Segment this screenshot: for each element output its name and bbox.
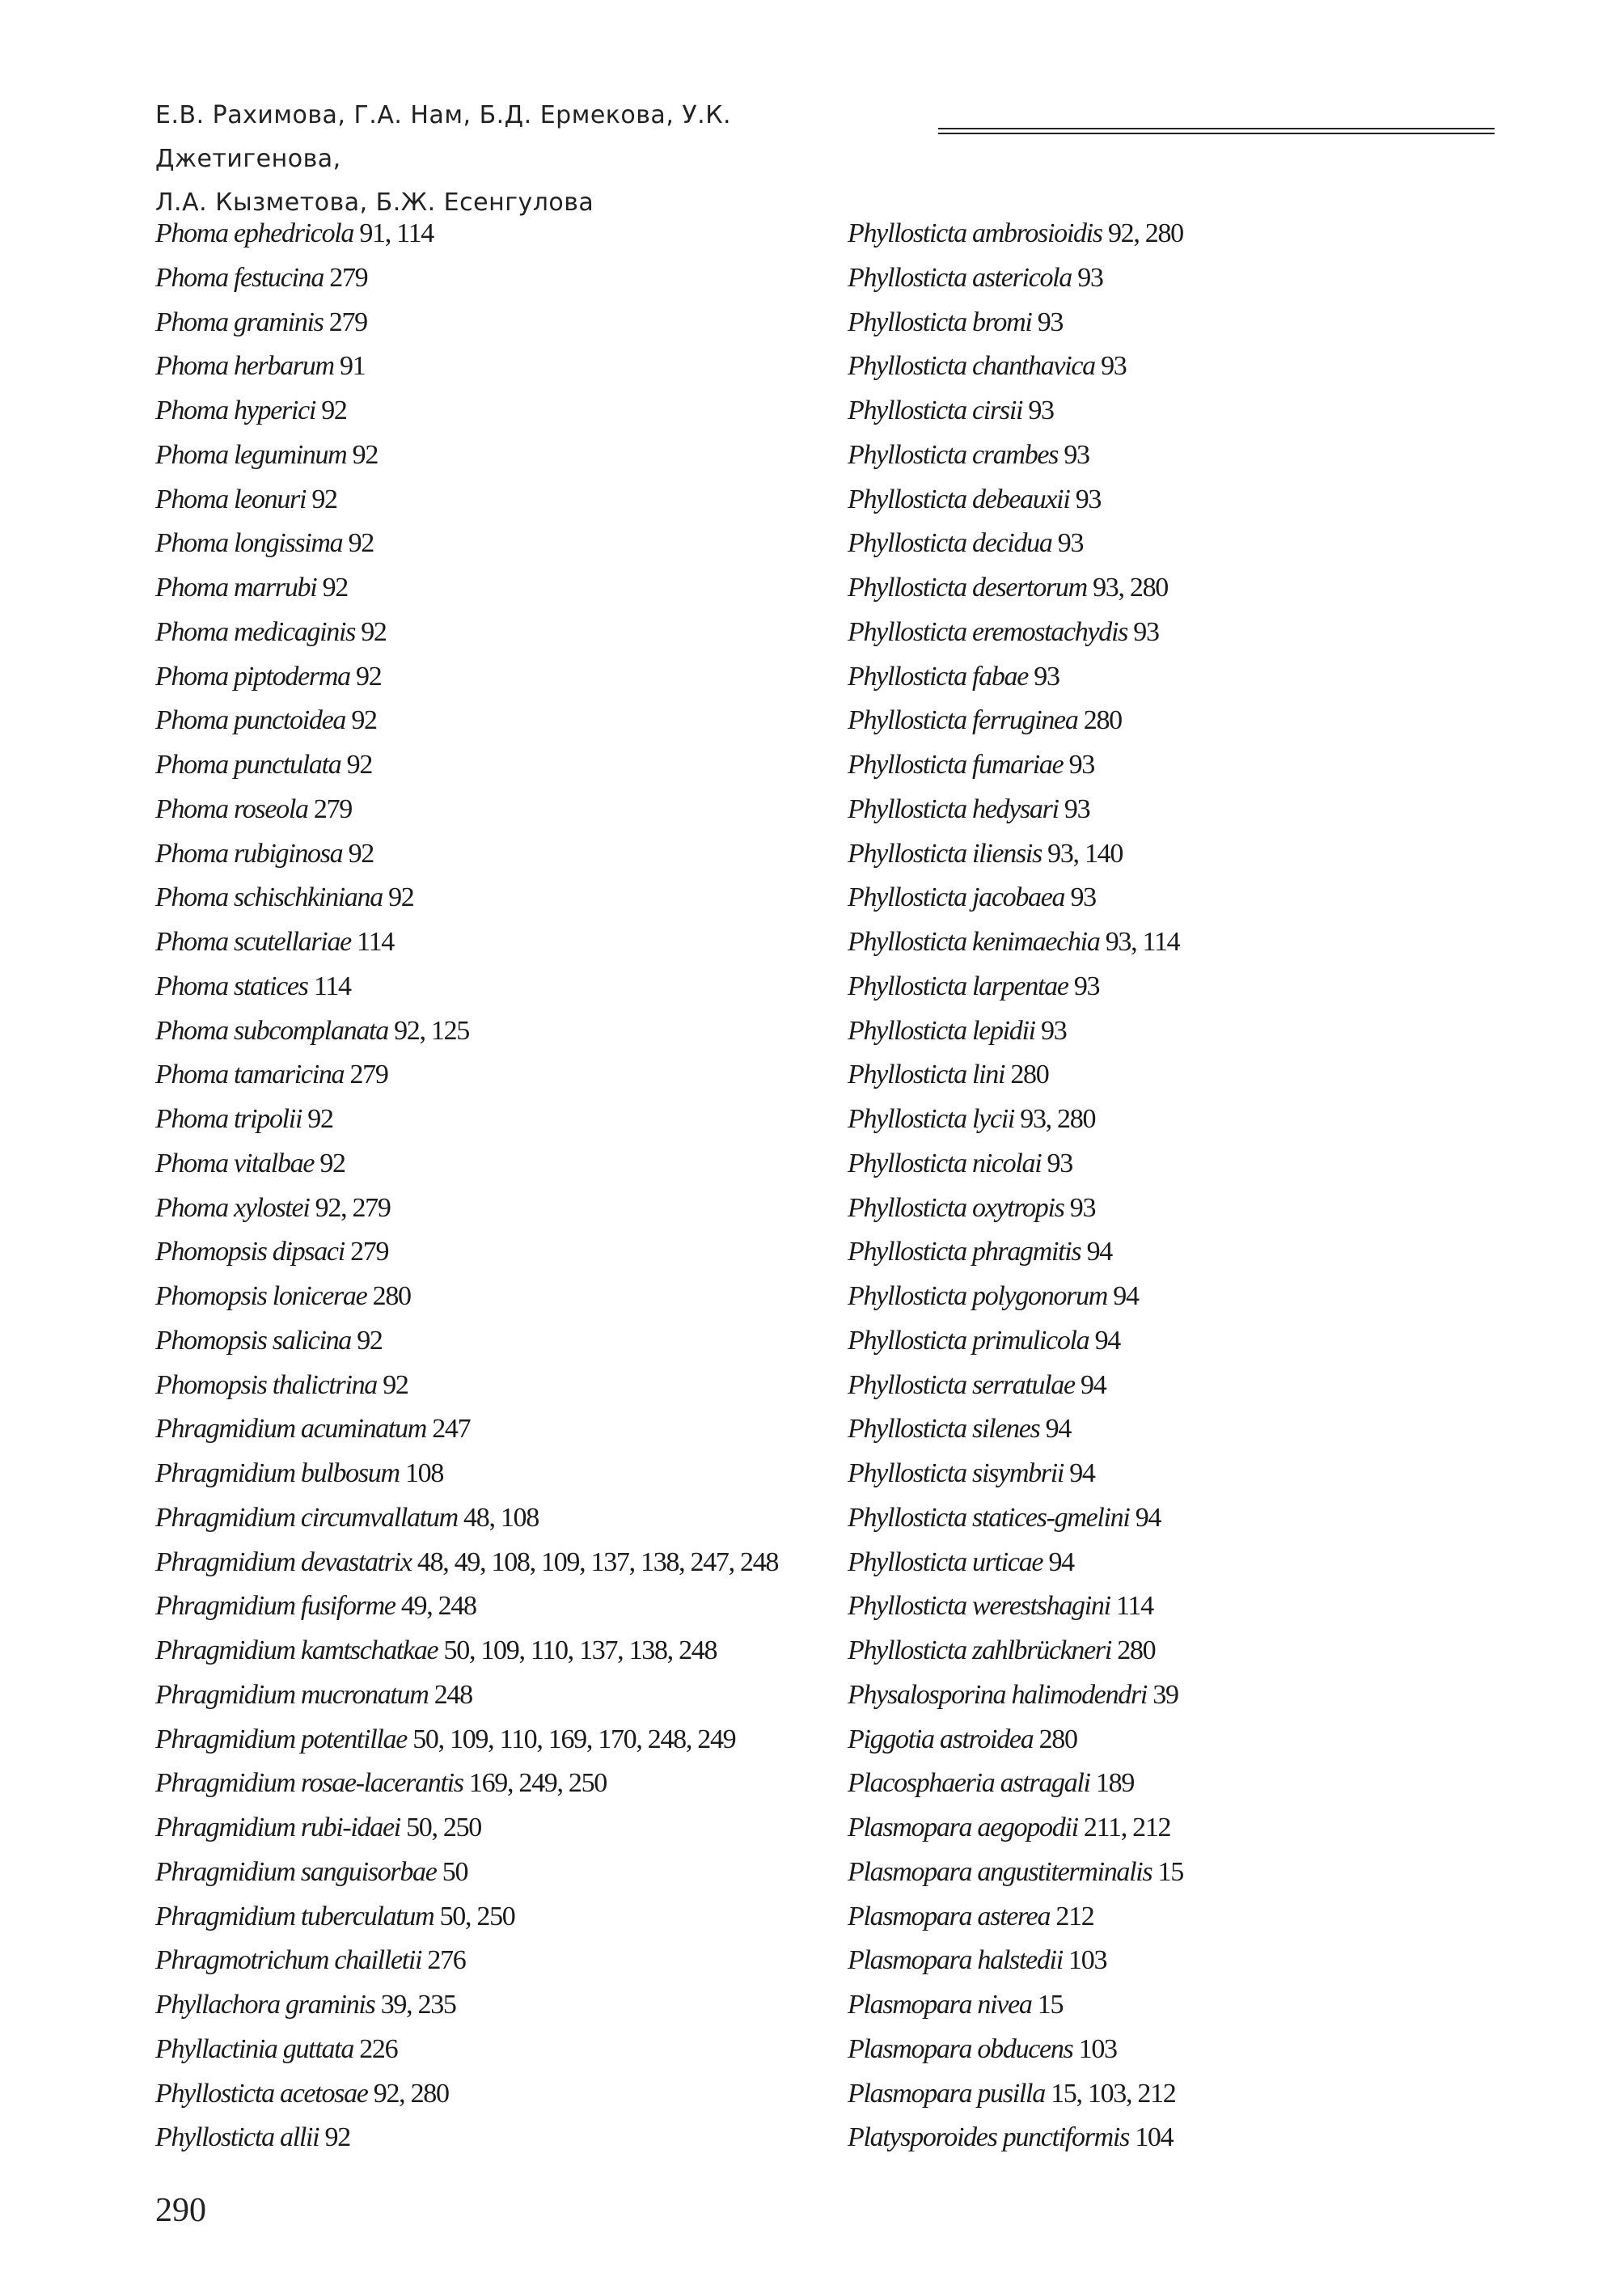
page-references: 280 — [1117, 1635, 1156, 1665]
page-references: 92 — [352, 439, 379, 470]
index-entry — [155, 1762, 818, 1806]
index-entry — [155, 788, 818, 832]
index-entry — [848, 1851, 1495, 1895]
species-name: Phragmidium rosae-lacerantis — [155, 1768, 463, 1799]
page-references: 279 — [349, 1060, 388, 1090]
running-header — [155, 94, 916, 225]
species-name: Phragmotrichum chailletii — [155, 1945, 422, 1976]
species-name: Phyllosticta eremostachydis — [848, 616, 1128, 647]
index-entry — [155, 699, 818, 743]
index-entry — [155, 832, 818, 877]
index-entry — [848, 1009, 1495, 1054]
species-name: Phyllosticta silenes — [848, 1414, 1040, 1445]
species-name: Phragmidium devastatrix — [155, 1546, 412, 1577]
index-entry — [848, 522, 1495, 566]
index-entry — [155, 611, 818, 655]
index-entry — [848, 1673, 1495, 1718]
index-entry — [155, 1187, 818, 1231]
species-name: Phoma hyperici — [155, 396, 316, 425]
index-column-right — [848, 212, 1495, 2160]
species-name: Phragmidium potentillae — [155, 1724, 408, 1754]
species-name: Phragmidium kamtschatkae — [155, 1635, 438, 1665]
page-references: 280 — [1038, 1724, 1077, 1754]
index-column-left — [155, 212, 818, 2160]
species-name: Phyllosticta serratulae — [848, 1369, 1075, 1400]
page-references: 93, 280 — [1020, 1104, 1096, 1134]
index-entry — [155, 301, 818, 345]
index-entry — [848, 1895, 1495, 1940]
page-references: 92 — [322, 573, 348, 603]
species-name: Phoma vitalbae — [155, 1148, 315, 1178]
species-name: Placosphaeria astragali — [848, 1768, 1090, 1799]
index-entry — [848, 1584, 1495, 1629]
index-entry — [155, 389, 818, 434]
species-name: Phoma xylostei — [155, 1192, 310, 1223]
page-references: 92, 125 — [394, 1015, 470, 1046]
index-entry — [848, 1230, 1495, 1275]
page-references: 92 — [307, 1104, 333, 1134]
species-name: Phoma longissima — [155, 528, 343, 559]
page-references: 93 — [1075, 484, 1102, 514]
species-name: Phyllosticta statices-gmelini — [848, 1502, 1130, 1533]
index-entry — [155, 1319, 818, 1364]
species-name: Phragmidium fusiforme — [155, 1591, 395, 1622]
species-name: Phyllosticta astericola — [848, 262, 1072, 293]
page-references: 94 — [1094, 1325, 1120, 1356]
index-entry — [848, 345, 1495, 389]
species-name: Piggotia astroidea — [848, 1724, 1034, 1754]
page-references: 279 — [350, 1237, 389, 1267]
authors-line-2: Л.А. Кызметова, Б.Ж. Есенгулова — [155, 188, 594, 217]
page-references: 92 — [383, 1369, 408, 1400]
page-references: 103 — [1068, 1945, 1107, 1976]
species-name: Phyllosticta fabae — [848, 661, 1029, 692]
page-references: 94 — [1048, 1546, 1074, 1577]
page-references: 280 — [1010, 1060, 1049, 1090]
species-name: Phyllosticta larpentae — [848, 971, 1068, 1001]
species-name: Plasmopara obducens — [848, 2033, 1073, 2064]
species-name: Plasmopara asterea — [848, 1901, 1051, 1931]
page-references: 104 — [1135, 2122, 1174, 2153]
species-name: Phyllosticta kenimaechia — [848, 927, 1100, 957]
index-entry — [155, 1496, 818, 1541]
index-entry — [155, 876, 818, 920]
species-name: Phoma schischkiniana — [155, 882, 383, 913]
index-entry — [848, 1319, 1495, 1364]
index-entry — [848, 699, 1495, 743]
species-name: Phyllactinia guttata — [155, 2033, 354, 2064]
species-name: Phoma ephedricola — [155, 218, 354, 248]
species-name: Plasmopara nivea — [848, 1990, 1032, 2020]
index-entry — [155, 1851, 818, 1895]
species-name: Phoma roseola — [155, 793, 308, 824]
species-name: Phoma piptoderma — [155, 661, 350, 692]
species-name: Phomopsis salicina — [155, 1325, 351, 1356]
page-references: 92 — [356, 661, 382, 692]
page-references: 169, 249, 250 — [468, 1768, 607, 1799]
page-references: 189 — [1095, 1768, 1135, 1799]
index-entry — [155, 1407, 818, 1452]
page-references: 39 — [1152, 1679, 1178, 1710]
header-double-rule — [938, 128, 1495, 134]
index-entry — [848, 1187, 1495, 1231]
page-references: 276 — [427, 1945, 466, 1976]
page-references: 93 — [1077, 262, 1103, 293]
page-references: 93 — [1028, 396, 1054, 425]
species-name: Phyllosticta bromi — [848, 307, 1032, 337]
index-entry — [155, 2116, 818, 2160]
page-references: 211, 212 — [1083, 1813, 1171, 1842]
index-entry — [155, 1584, 818, 1629]
index-entry — [848, 434, 1495, 478]
species-name: Phyllosticta chanthavica — [848, 351, 1095, 382]
index-entry — [848, 832, 1495, 877]
page-references: 39, 235 — [380, 1990, 456, 2020]
index-entry — [848, 301, 1495, 345]
page-references: 92 — [361, 616, 387, 647]
index-entry — [848, 1452, 1495, 1496]
index-entry — [155, 1053, 818, 1098]
index-entry — [155, 1364, 818, 1408]
page-references: 15 — [1037, 1990, 1064, 2020]
page-references: 92 — [319, 1148, 345, 1178]
species-name: Phyllosticta oxytropis — [848, 1192, 1064, 1223]
page-references: 94 — [1086, 1237, 1112, 1267]
index-entry — [155, 1806, 818, 1851]
species-name: Phragmidium sanguisorbae — [155, 1856, 437, 1887]
page-references: 93 — [1034, 661, 1059, 692]
species-name: Plasmopara angustiterminalis — [848, 1856, 1152, 1887]
page-references: 93 — [1047, 1148, 1072, 1178]
species-name: Phragmidium bulbosum — [155, 1458, 400, 1488]
page-references: 92, 279 — [315, 1192, 391, 1223]
page-references: 50, 250 — [406, 1813, 481, 1842]
index-entry — [848, 1762, 1495, 1806]
species-name: Phyllosticta urticae — [848, 1546, 1043, 1577]
index-entry — [848, 1541, 1495, 1585]
page-references: 279 — [329, 262, 368, 293]
page-references: 92 — [348, 838, 374, 869]
index-entry — [848, 2072, 1495, 2117]
species-name: Phragmidium acuminatum — [155, 1414, 426, 1445]
page-references: 93 — [1070, 882, 1096, 913]
index-entry — [848, 1142, 1495, 1187]
species-name: Phyllosticta crambes — [848, 439, 1059, 470]
index-entry — [848, 1983, 1495, 2028]
page-references: 94 — [1135, 1502, 1161, 1533]
page-references: 93 — [1041, 1015, 1067, 1046]
species-name: Phomopsis thalictrina — [155, 1369, 377, 1400]
species-name: Phoma tamaricina — [155, 1060, 345, 1090]
page-references: 280 — [372, 1281, 411, 1311]
species-name: Physalosporina halimodendri — [848, 1679, 1148, 1710]
index-entry — [848, 256, 1495, 301]
page-references: 93 — [1133, 616, 1159, 647]
page-references: 93 — [1068, 750, 1094, 780]
species-name: Phyllosticta ambrosioidis — [848, 218, 1102, 248]
species-name: Phyllosticta decidua — [848, 528, 1052, 559]
page-references: 93 — [1064, 439, 1089, 470]
species-name: Phyllosticta debeauxii — [848, 484, 1070, 514]
species-name: Phyllosticta fumariae — [848, 750, 1064, 780]
index-entry — [848, 655, 1495, 700]
page-references: 226 — [359, 2033, 398, 2064]
page-references: 48, 108 — [463, 1502, 539, 1533]
species-name: Phragmidium mucronatum — [155, 1679, 429, 1710]
index-entry — [155, 1895, 818, 1940]
page-references: 103 — [1078, 2033, 1117, 2064]
species-name: Phoma festucina — [155, 262, 324, 293]
page-references: 49, 248 — [400, 1591, 476, 1622]
index-entry — [848, 2028, 1495, 2072]
index-entry — [848, 1053, 1495, 1098]
index-entry — [155, 1939, 818, 1983]
species-name: Phyllosticta acetosae — [155, 2078, 368, 2109]
page-references: 94 — [1081, 1369, 1106, 1400]
index-entry — [155, 434, 818, 478]
index-entry — [848, 2116, 1495, 2160]
page-references: 212 — [1055, 1901, 1094, 1931]
species-name: Phoma herbarum — [155, 351, 334, 382]
index-entry — [848, 566, 1495, 611]
page-references: 94 — [1045, 1414, 1072, 1445]
page-references: 50, 109, 110, 137, 138, 248 — [443, 1635, 717, 1665]
index-entry — [848, 389, 1495, 434]
index-entry — [848, 611, 1495, 655]
index-entry — [848, 1718, 1495, 1762]
authors-line-1: Е.В. Рахимова, Г.А. Нам, Б.Д. Ермекова, У.К. Джетигенова, — [155, 101, 732, 173]
species-name: Phyllosticta primulicola — [848, 1325, 1089, 1356]
page-references: 92 — [348, 528, 374, 559]
species-name: Phoma scutellariae — [155, 927, 351, 957]
page-references: 280 — [1083, 705, 1122, 736]
page-references: 93 — [1073, 971, 1100, 1001]
page-references: 92, 280 — [1107, 218, 1183, 248]
species-name: Phomopsis dipsaci — [155, 1237, 345, 1267]
index-entry — [848, 478, 1495, 522]
page-references: 92 — [321, 396, 347, 425]
species-name: Phoma leonuri — [155, 484, 307, 514]
species-name: Phoma punctulata — [155, 750, 341, 780]
index-entry — [155, 920, 818, 965]
page-references: 93 — [1064, 793, 1090, 824]
species-name: Phragmidium tuberculatum — [155, 1901, 434, 1931]
species-name: Phyllosticta lini — [848, 1060, 1005, 1090]
index-entry — [155, 1142, 818, 1187]
species-name: Phyllosticta lepidii — [848, 1015, 1035, 1046]
species-name: Phoma graminis — [155, 307, 324, 337]
species-name: Phyllosticta ferruginea — [848, 705, 1078, 736]
page-number: 290 — [155, 2192, 206, 2229]
index-entry — [155, 1983, 818, 2028]
species-name: Plasmopara halstedii — [848, 1945, 1063, 1976]
page-references: 114 — [357, 927, 394, 957]
species-name: Plasmopara aegopodii — [848, 1813, 1078, 1842]
species-name: Phoma leguminum — [155, 439, 347, 470]
page-references: 108 — [404, 1458, 444, 1488]
page-references: 93 — [1037, 307, 1064, 337]
index-entry — [155, 212, 818, 256]
index-entry — [155, 2072, 818, 2117]
species-name: Phomopsis lonicerae — [155, 1281, 367, 1311]
page-references: 248 — [433, 1679, 472, 1710]
index-entry — [848, 876, 1495, 920]
index-entry — [848, 788, 1495, 832]
page-references: 92 — [346, 750, 373, 780]
index-entry — [848, 1496, 1495, 1541]
species-name: Phoma marrubi — [155, 573, 317, 603]
species-name: Platysporoides punctiformis — [848, 2122, 1130, 2153]
index-entry — [155, 655, 818, 700]
page-references: 93, 114 — [1105, 927, 1180, 957]
species-name: Phoma subcomplanata — [155, 1015, 388, 1046]
index-entry — [848, 965, 1495, 1009]
page-references: 91, 114 — [359, 218, 433, 248]
species-name: Phyllosticta werestshagini — [848, 1591, 1110, 1622]
index-entry — [155, 1673, 818, 1718]
page-references: 92 — [357, 1325, 383, 1356]
index-entry — [848, 212, 1495, 256]
index-entry — [155, 1230, 818, 1275]
page-references: 93 — [1069, 1192, 1096, 1223]
index-entry — [848, 1629, 1495, 1673]
species-name: Phoma rubiginosa — [155, 838, 343, 869]
species-name: Phyllosticta allii — [155, 2122, 319, 2153]
index-entry — [848, 1275, 1495, 1319]
species-name: Phyllachora graminis — [155, 1990, 375, 2020]
page-references: 92 — [351, 705, 377, 736]
index-entry — [848, 1806, 1495, 1851]
species-name: Phyllosticta sisymbrii — [848, 1458, 1064, 1488]
species-name: Phyllosticta cirsii — [848, 396, 1023, 425]
page-references: 114 — [313, 971, 351, 1001]
page-references: 92, 280 — [373, 2078, 449, 2109]
index-entry — [155, 2028, 818, 2072]
index-entry — [848, 1098, 1495, 1142]
page-references: 91 — [339, 351, 366, 382]
index-entry — [155, 478, 818, 522]
page-references: 93 — [1057, 528, 1084, 559]
index-entry — [155, 1275, 818, 1319]
page-references: 50, 250 — [439, 1901, 515, 1931]
page-references: 279 — [328, 307, 367, 337]
index-entry — [155, 743, 818, 788]
species-name: Phoma statices — [155, 971, 308, 1001]
page-references: 247 — [432, 1414, 471, 1445]
page-references: 15 — [1157, 1856, 1183, 1887]
page-references: 279 — [313, 793, 352, 824]
page-references: 92 — [324, 2122, 350, 2153]
page-references: 15, 103, 212 — [1051, 2078, 1176, 2109]
index-entry — [155, 522, 818, 566]
species-name: Phyllosticta hedysari — [848, 793, 1059, 824]
index-entry — [155, 965, 818, 1009]
species-name: Phyllosticta phragmitis — [848, 1237, 1081, 1267]
index-entry — [155, 345, 818, 389]
species-name: Phyllosticta zahlbrückneri — [848, 1635, 1111, 1665]
page-references: 93 — [1101, 351, 1127, 382]
page-references: 50, 109, 110, 169, 170, 248, 249 — [412, 1724, 736, 1754]
species-name: Phyllosticta desertorum — [848, 573, 1087, 603]
index-entry — [155, 1629, 818, 1673]
species-name: Phoma medicaginis — [155, 616, 356, 647]
species-name: Phyllosticta polygonorum — [848, 1281, 1108, 1311]
species-name: Phyllosticta lycii — [848, 1104, 1015, 1134]
index-entry — [155, 1718, 818, 1762]
page-references: 48, 49, 108, 109, 137, 138, 247, 248 — [417, 1546, 779, 1577]
index-entry — [155, 1452, 818, 1496]
species-name: Phoma punctoidea — [155, 705, 346, 736]
index-entry — [155, 1009, 818, 1054]
page-references: 114 — [1115, 1591, 1153, 1622]
index-entry — [848, 1939, 1495, 1983]
index-entry — [848, 743, 1495, 788]
page-references: 94 — [1113, 1281, 1139, 1311]
species-name: Phyllosticta jacobaea — [848, 882, 1065, 913]
species-name: Phragmidium circumvallatum — [155, 1502, 458, 1533]
species-name: Phyllosticta iliensis — [848, 838, 1042, 869]
page-references: 50 — [442, 1856, 468, 1887]
index-entry — [155, 256, 818, 301]
page-references: 94 — [1069, 1458, 1095, 1488]
index-entry — [155, 1541, 818, 1585]
page-references: 93, 280 — [1093, 573, 1168, 603]
index-entry — [848, 920, 1495, 965]
page-references: 93, 140 — [1047, 838, 1123, 869]
index-entry — [848, 1407, 1495, 1452]
index-entry — [848, 1364, 1495, 1408]
species-name: Plasmopara pusilla — [848, 2078, 1045, 2109]
species-name: Phyllosticta nicolai — [848, 1148, 1042, 1178]
index-entry — [155, 566, 818, 611]
index-entry — [155, 1098, 818, 1142]
species-name: Phoma tripolii — [155, 1104, 302, 1134]
page-references: 92 — [388, 882, 414, 913]
species-name: Phragmidium rubi-idaei — [155, 1813, 400, 1842]
page-references: 92 — [311, 484, 337, 514]
